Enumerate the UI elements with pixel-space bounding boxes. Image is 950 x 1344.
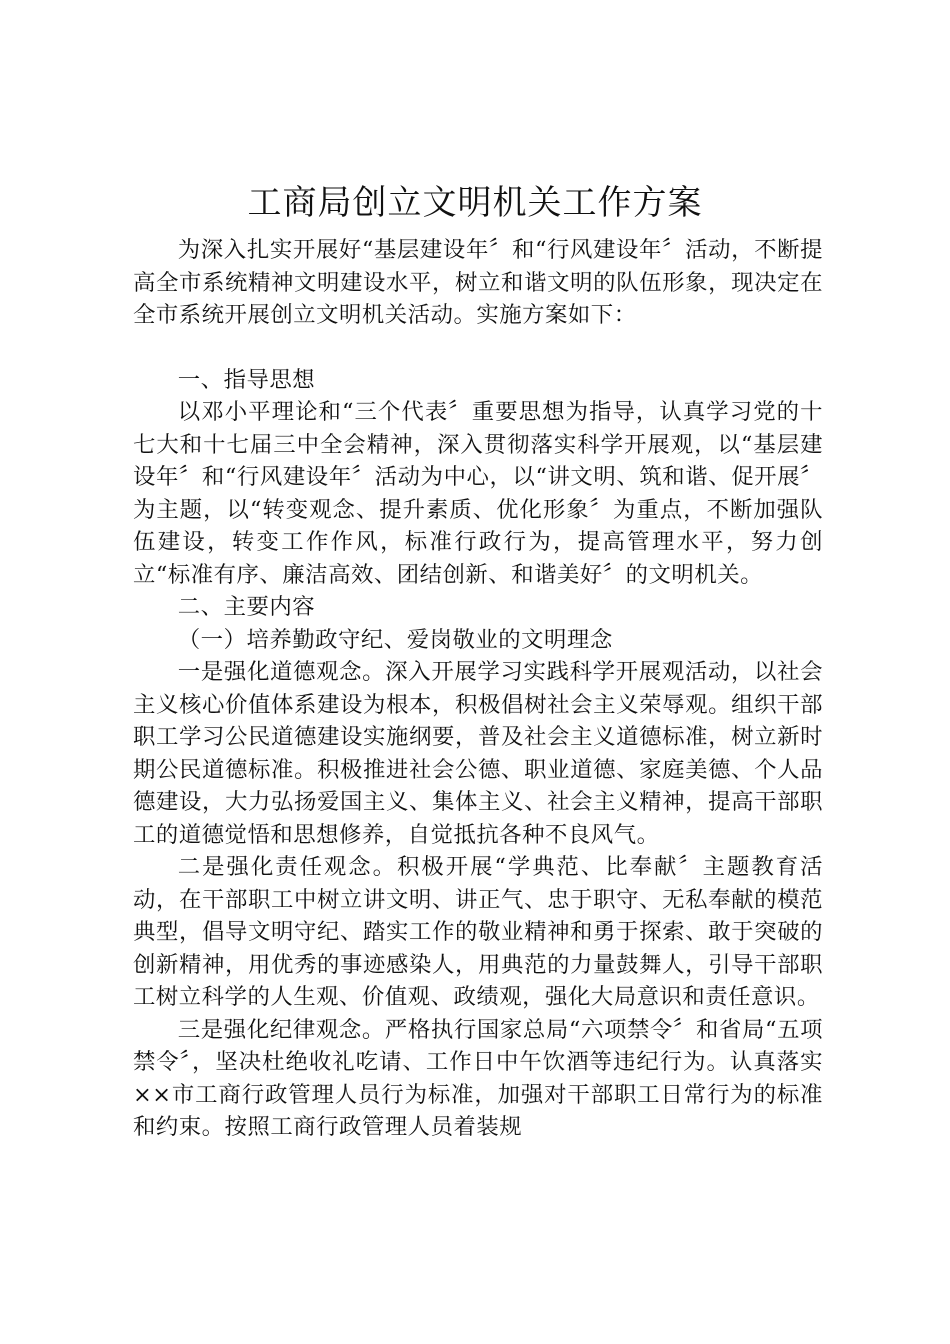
moral-concept-paragraph: 一是强化道德观念。深入开展学习实践科学开展观活动，以社会主义核心价值体系建设为根本，积极倡树社会主义荣辱观。组织干部职工学习公民道德建设实施纲要，普及社会主义道德标准，树立新时期公民道德标准。积极推进社会公德、职业道德、家庭美德、个人品德建设，大力弘扬爱国主义、集体主义、社会主义精神，提高干部职工的道德觉悟和思想修养，自觉抵抗各种不良风气。 [133,659,823,848]
document-title: 工商局创立文明机关工作方案 [247,183,703,223]
section-heading-guiding-thought: 一、指导思想 [177,366,316,393]
guiding-thought-paragraph: 以邓小平理论和“三个代表〞重要思想为指导，认真学习党的十七大和十七届三中全会精神，深入贯彻落实科学开展观，以“基层建设年〞和“行风建设年〞活动为中心，以“讲文明、筑和谐、促开展〞为主题，以“转变观念、提升素质、优化形象〞为重点，不断加强队伍建设，转变工作作风，标准行政行为，提高管理水平，努力创立“标准有序、廉洁高效、团结创新、和谐美好〞的文明机关。 [133,399,823,588]
section-heading-main-content: 二、主要内容 [177,594,316,620]
responsibility-concept-paragraph: 二是强化责任观念。积极开展“学典范、比奉献〞主题教育活动，在干部职工中树立讲文明、讲正气、忠于职守、无私奉献的模范典型，倡导文明守纪、踏实工作的敬业精神和勇于探索、敢于突破的创新精神，用优秀的事迹感染人，用典范的力量鼓舞人，引导干部职工树立科学的人生观、价值观、政绩观，强化大局意识和责任意识。 [133,854,823,1010]
document-body [133,234,823,1144]
discipline-concept-paragraph: 三是强化纪律观念。严格执行国家总局“六项禁令〞和省局“五项禁令〞，坚决杜绝收礼吃请、工作日中午饮酒等违纪行为。认真落实××市工商行政管理人员行为标准，加强对干部职工日常行为的标准和约束。按照工商行政管理人员着装规 [133,1016,823,1140]
intro-paragraph: 为深入扎实开展好“基层建设年〞和“行风建设年〞活动，不断提高全市系统精神文明建设水平，树立和谐文明的队伍形象，现决定在全市系统开展创立文明机关活动。实施方案如下： [133,237,823,328]
subsection-heading-1: （一）培养勤政守纪、爱岗敬业的文明理念 [177,626,613,653]
